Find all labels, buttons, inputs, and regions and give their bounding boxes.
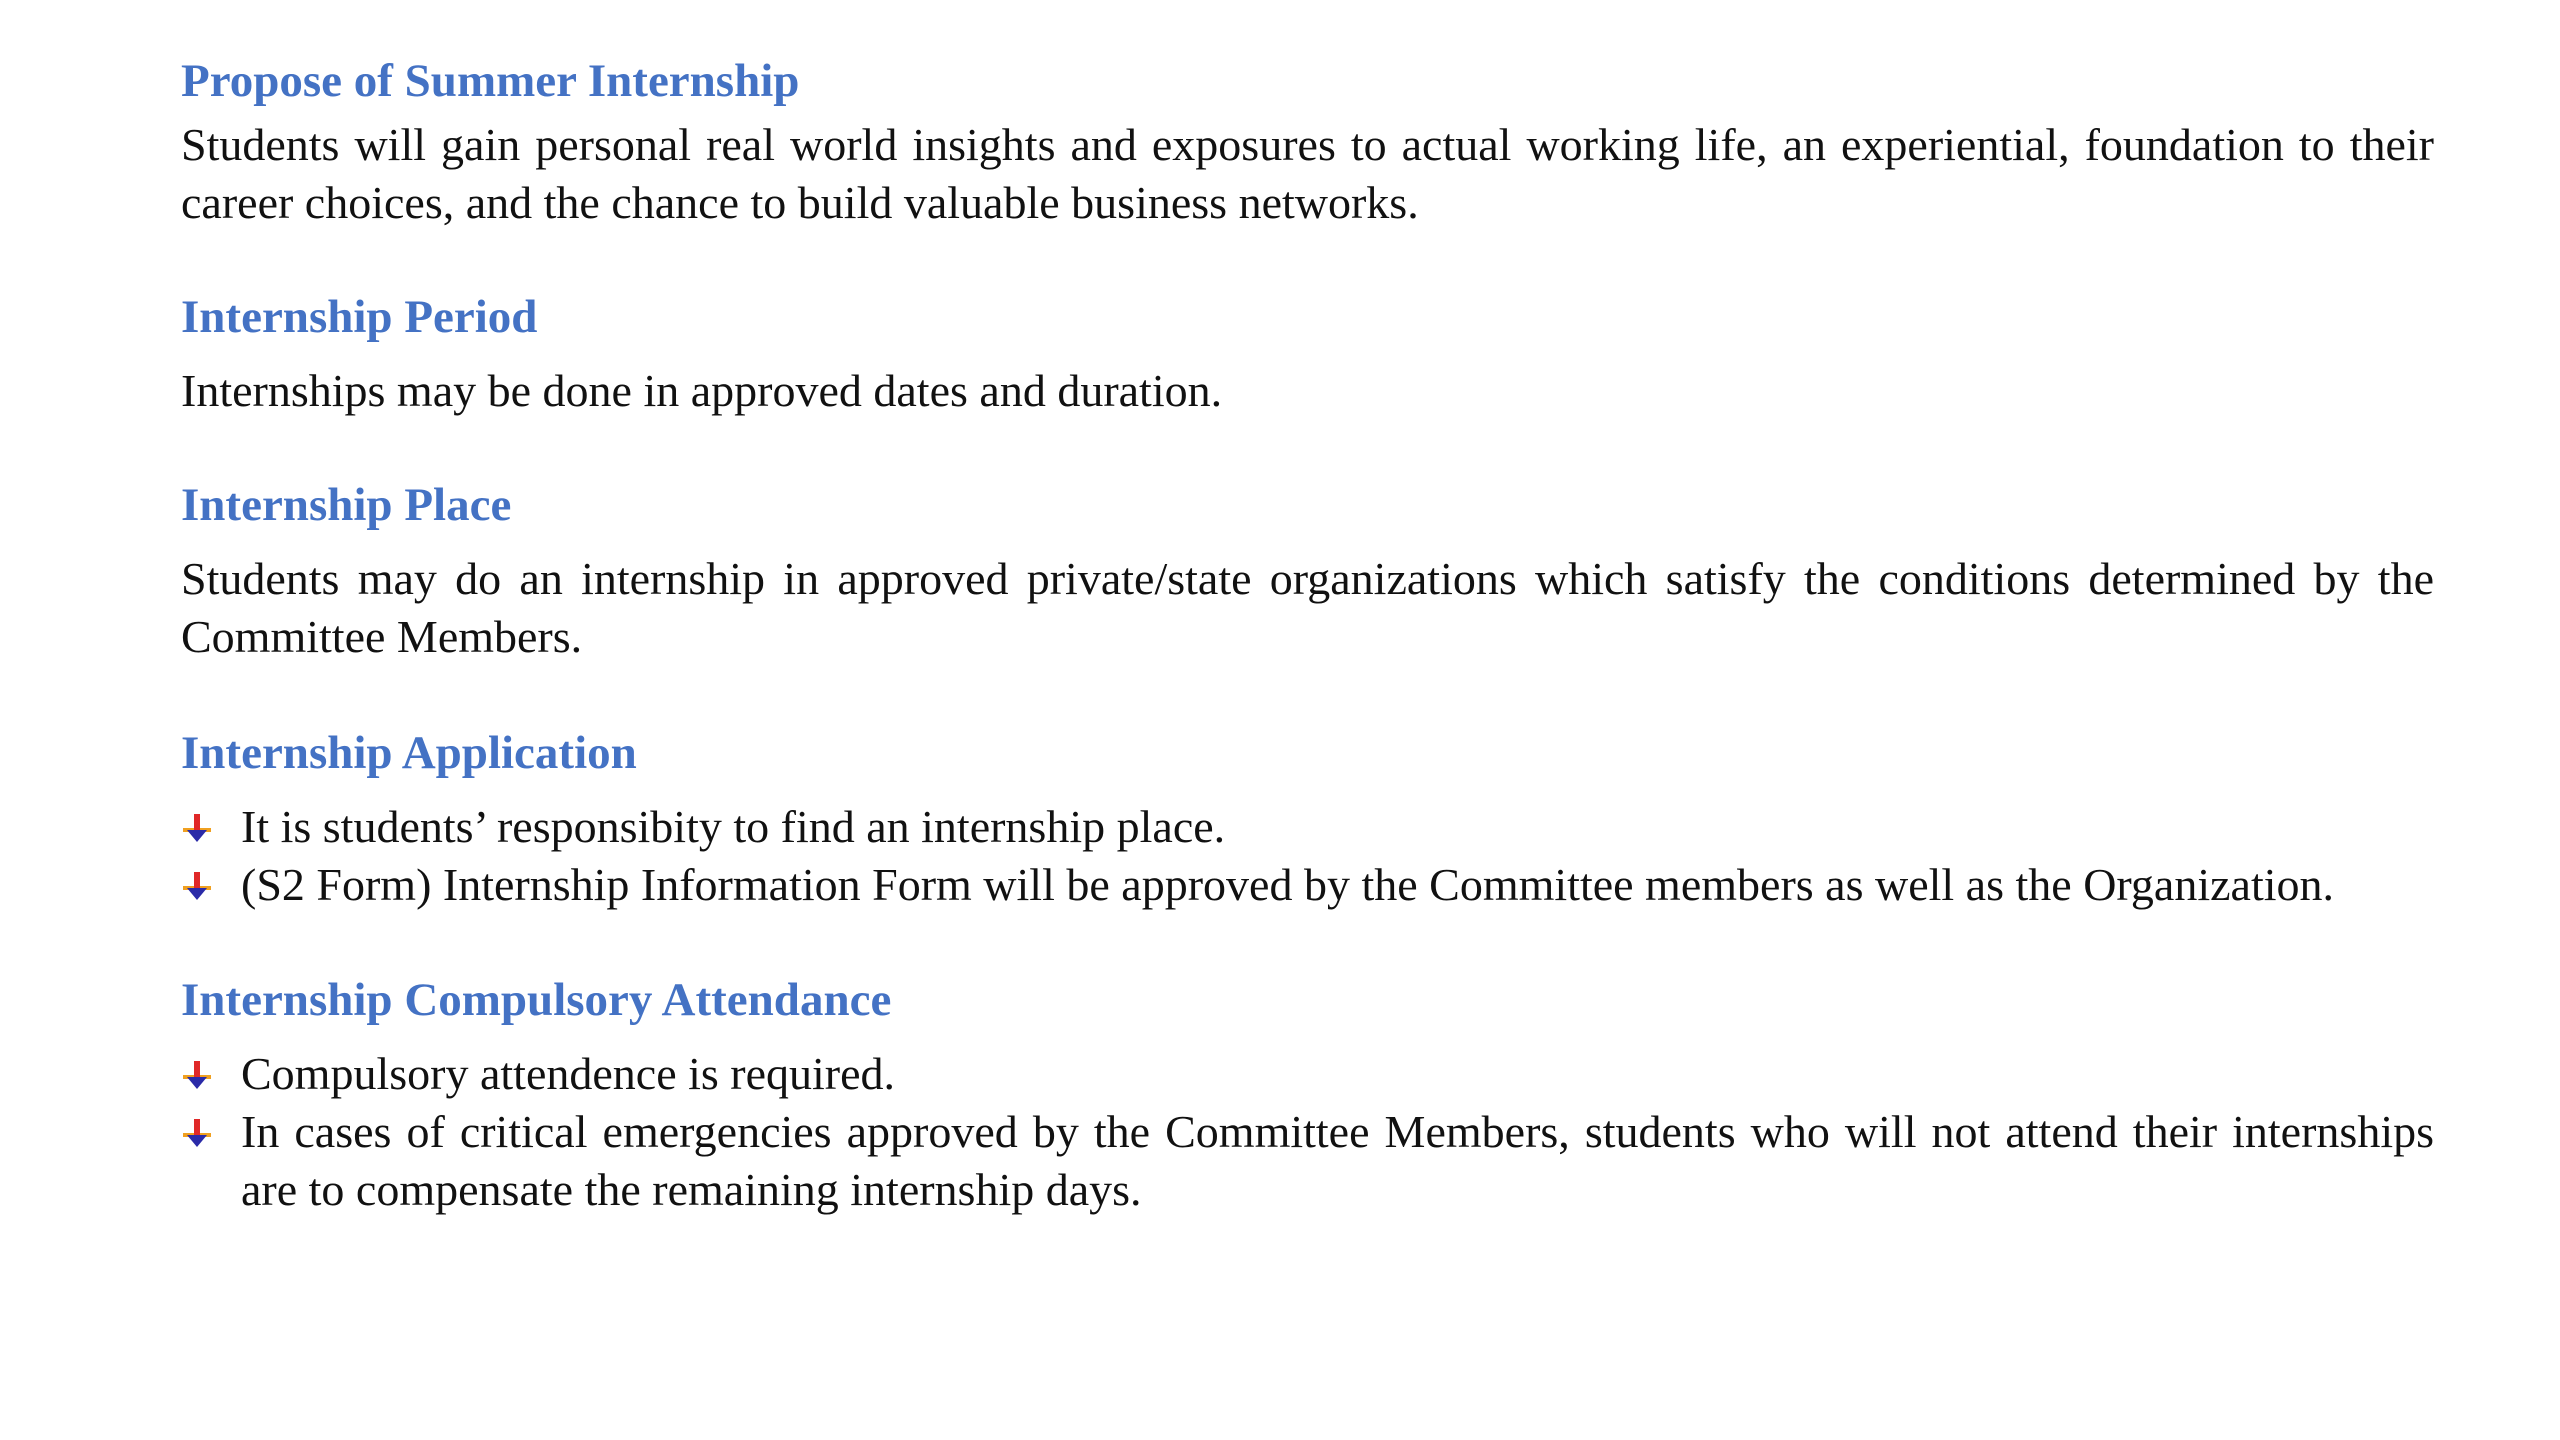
bullet-text: Compulsory attendence is required. — [241, 1048, 896, 1099]
section-paragraph: Internships may be done in approved dates and duration. — [181, 365, 1223, 416]
bullet-list — [181, 1045, 2434, 1219]
section-attendance — [181, 971, 2434, 1219]
section-heading: Internship Place — [181, 479, 512, 531]
section-application — [181, 724, 2434, 914]
bullet-list — [181, 798, 2434, 914]
down-arrow-bullet-icon — [181, 812, 213, 844]
section-paragraph: Students may do an internship in approved private/state organizations which satisfy the conditions determined by the Committee Members. — [181, 553, 2434, 662]
section-heading: Internship Period — [181, 291, 538, 343]
section-purpose — [181, 52, 2434, 232]
section-period — [181, 288, 2434, 420]
down-arrow-bullet-icon — [181, 1117, 213, 1149]
list-item — [181, 1045, 2434, 1103]
section-heading: Internship Application — [181, 727, 637, 779]
document-page — [181, 52, 2434, 1219]
section-heading: Internship Compulsory Attendance — [181, 974, 892, 1026]
section-place — [181, 476, 2434, 666]
down-arrow-bullet-icon — [181, 1059, 213, 1091]
list-item — [181, 856, 2434, 914]
section-heading: Propose of Summer Internship — [181, 55, 800, 107]
down-arrow-bullet-icon — [181, 870, 213, 902]
bullet-text: (S2 Form) Internship Information Form will be approved by the Committee members as well as the Organization. — [241, 859, 2334, 910]
bullet-text: In cases of critical emergencies approved by the Committee Members, students who will not attend their internships are to compensate the remaining internship days. — [241, 1106, 2434, 1215]
section-paragraph: Students will gain personal real world insights and exposures to actual working life, an experiential, foundation to their career choices, and the chance to build valuable business networks. — [181, 119, 2434, 228]
list-item — [181, 798, 2434, 856]
bullet-text: It is students’ responsibity to find an internship place. — [241, 801, 1226, 852]
list-item — [181, 1103, 2434, 1219]
